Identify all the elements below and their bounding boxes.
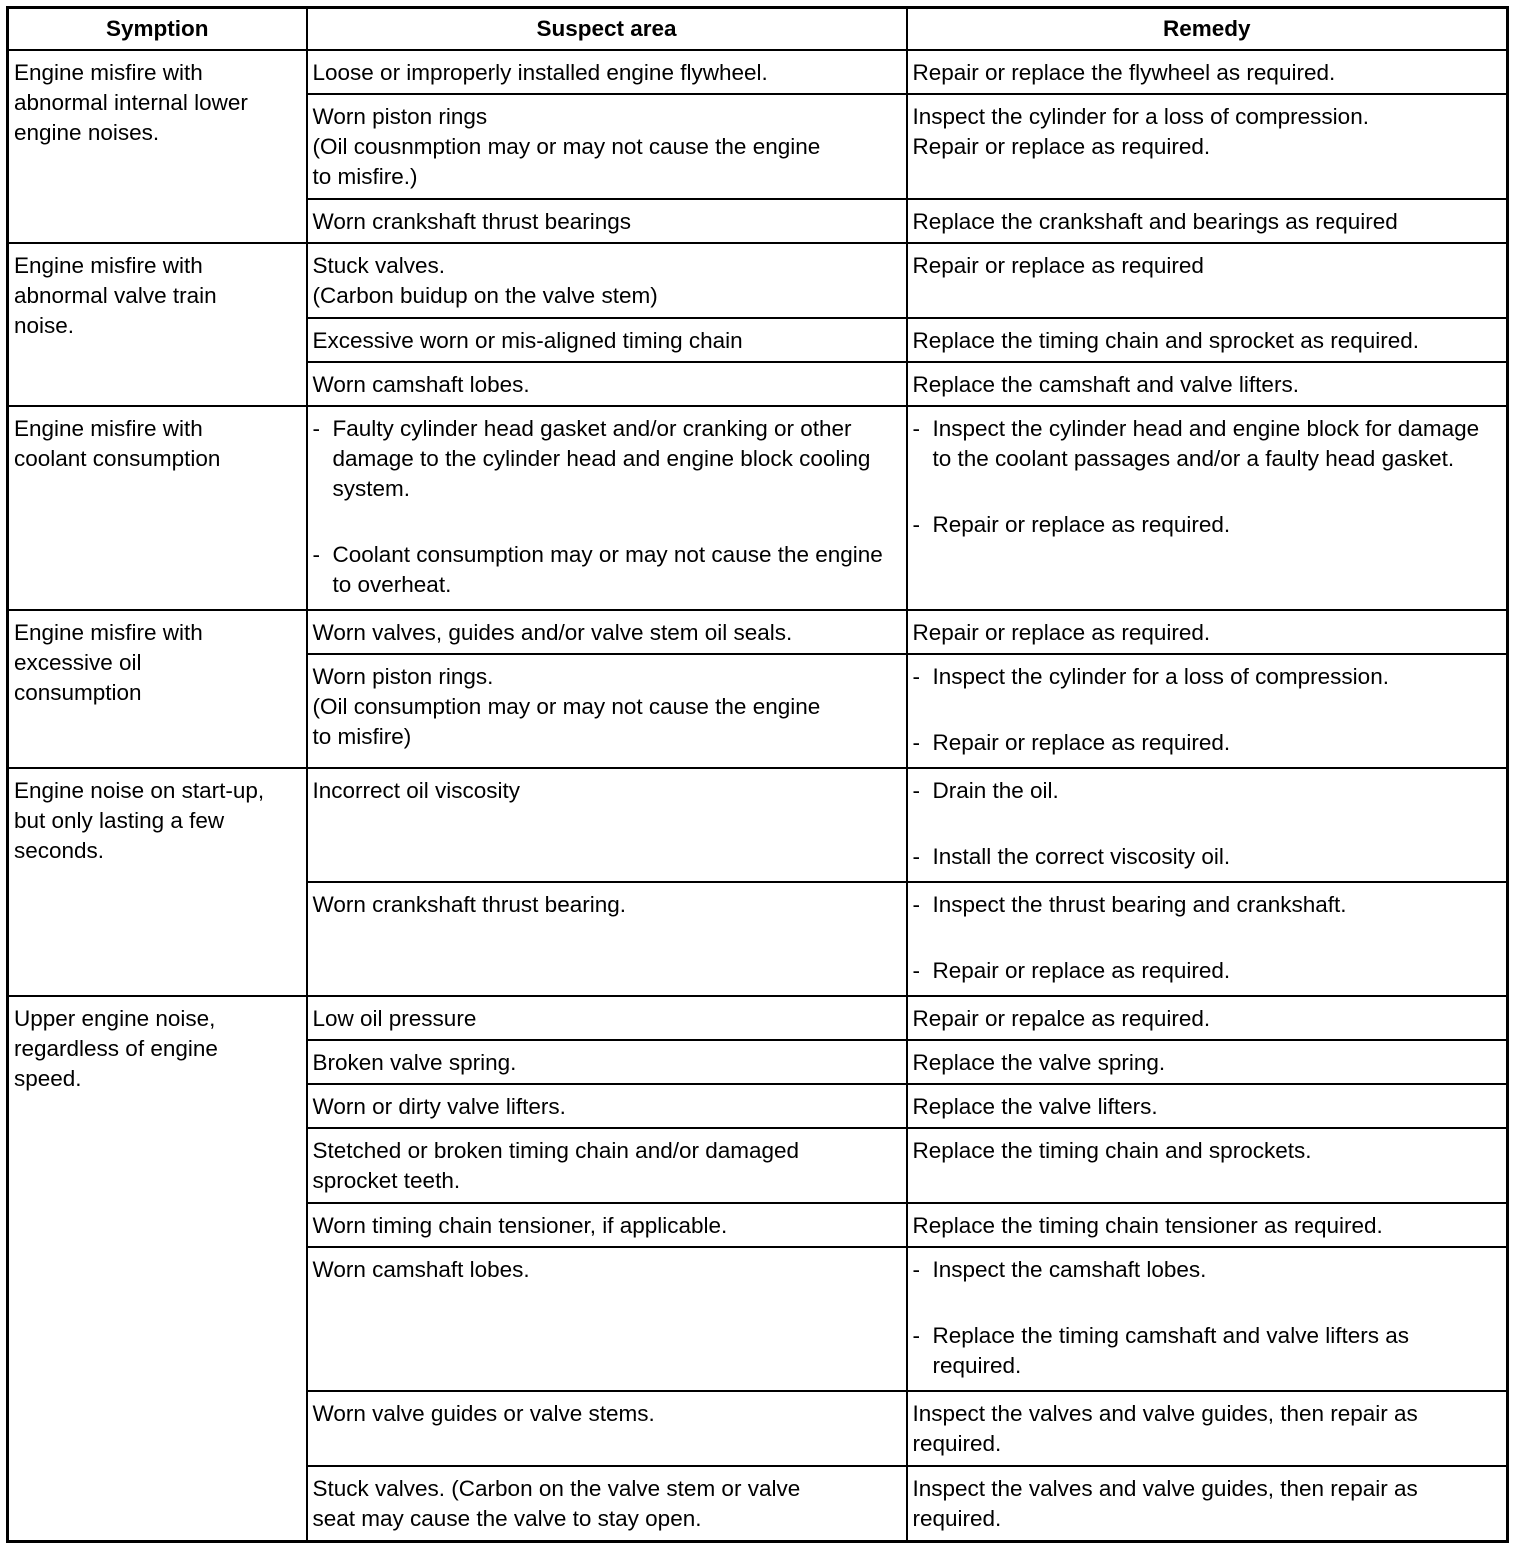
remedy-bullet-text: Repair or replace as required. <box>932 958 1231 983</box>
symptom-cell: Engine noise on start-up, but only lasting a few seconds. <box>8 768 307 996</box>
remedy-cell <box>907 1247 1508 1391</box>
bullet-dash: - <box>912 892 920 917</box>
table-row <box>8 610 1508 654</box>
remedy-bullet-item <box>913 728 1503 758</box>
suspect-area-cell: Worn camshaft lobes. <box>307 362 907 406</box>
suspect-area-cell: Worn valve guides or valve stems. <box>307 1391 907 1466</box>
remedy-bullet-text: Inspect the camshaft lobes. <box>932 1257 1207 1282</box>
suspect-area-cell <box>307 406 907 610</box>
remedy-bullet-item <box>913 890 1503 920</box>
bullet-dash: - <box>912 664 920 689</box>
suspect-area-cell: Broken valve spring. <box>307 1040 907 1084</box>
remedy-bullet-text: Drain the oil. <box>932 778 1059 803</box>
remedy-cell <box>907 406 1508 610</box>
remedy-bullet-item <box>913 414 1503 474</box>
bullet-dash: - <box>912 778 920 803</box>
suspect-area-cell: Loose or improperly installed engine flywheel. <box>307 50 907 94</box>
bullet-dash: - <box>912 1257 920 1282</box>
remedy-cell: Repair or repalce as required. <box>907 996 1508 1040</box>
remedy-bullet-text: Repair or replace as required. <box>932 730 1231 755</box>
remedy-bullet-item <box>913 842 1503 872</box>
suspect-area-cell: Worn camshaft lobes. <box>307 1247 907 1391</box>
remedy-bullet-item <box>913 662 1503 692</box>
remedy-cell: Replace the camshaft and valve lifters. <box>907 362 1508 406</box>
header-symptom: Symption <box>8 8 307 51</box>
remedy-cell: Replace the valve lifters. <box>907 1084 1508 1128</box>
remedy-cell: Repair or replace as required <box>907 243 1508 318</box>
table-row <box>8 996 1508 1040</box>
remedy-bullet-item <box>913 776 1503 806</box>
remedy-bullet-text: Replace the timing camshaft and valve lifters as required. <box>932 1323 1409 1378</box>
remedy-cell <box>907 882 1508 996</box>
suspect-area-cell: Worn or dirty valve lifters. <box>307 1084 907 1128</box>
bullet-dash: - <box>912 416 920 441</box>
bullet-dash: - <box>312 542 320 567</box>
bullet-dash: - <box>912 512 920 537</box>
suspect-area-cell: Worn piston rings. (Oil consumption may or may not cause the engine to misfire) <box>307 654 907 768</box>
remedy-cell: Replace the valve spring. <box>907 1040 1508 1084</box>
remedy-bullet-item <box>913 1255 1503 1285</box>
suspect-bullet-item <box>313 414 902 504</box>
suspect-bullet-text: Coolant consumption may or may not cause the engine to overheat. <box>332 542 883 597</box>
remedy-cell: Inspect the valves and valve guides, then repair as required. <box>907 1466 1508 1542</box>
remedy-cell: Replace the timing chain tensioner as required. <box>907 1203 1508 1247</box>
suspect-area-cell: Stetched or broken timing chain and/or damaged sprocket teeth. <box>307 1128 907 1203</box>
suspect-area-cell: Worn valves, guides and/or valve stem oil seals. <box>307 610 907 654</box>
table-row <box>8 406 1508 610</box>
remedy-cell <box>907 654 1508 768</box>
remedy-bullet-text: Inspect the cylinder head and engine block for damage to the coolant passages and/or a faulty head gasket. <box>932 416 1480 471</box>
suspect-area-cell: Incorrect oil viscosity <box>307 768 907 882</box>
remedy-bullet-item <box>913 510 1503 540</box>
remedy-cell: Replace the timing chain and sprocket as required. <box>907 318 1508 362</box>
remedy-cell: Replace the timing chain and sprockets. <box>907 1128 1508 1203</box>
symptom-cell: Engine misfire with abnormal valve train noise. <box>8 243 307 406</box>
remedy-bullet-item <box>913 956 1503 986</box>
suspect-area-cell: Worn crankshaft thrust bearings <box>307 199 907 243</box>
suspect-bullet-item <box>313 540 902 600</box>
remedy-cell: Inspect the cylinder for a loss of compression. Repair or replace as required. <box>907 94 1508 199</box>
remedy-bullet-text: Inspect the cylinder for a loss of compression. <box>932 664 1389 689</box>
diagnosis-table <box>6 6 1509 1543</box>
bullet-dash: - <box>912 730 920 755</box>
remedy-cell: Repair or replace the flywheel as required. <box>907 50 1508 94</box>
symptom-cell: Engine misfire with abnormal internal lower engine noises. <box>8 50 307 243</box>
symptom-cell: Engine misfire with coolant consumption <box>8 406 307 610</box>
symptom-cell: Engine misfire with excessive oil consumption <box>8 610 307 768</box>
suspect-area-cell: Worn piston rings (Oil cousnmption may or may not cause the engine to misfire.) <box>307 94 907 199</box>
header-suspect-area: Suspect area <box>307 8 907 51</box>
bullet-dash: - <box>912 844 920 869</box>
bullet-dash: - <box>912 958 920 983</box>
header-row <box>8 8 1508 51</box>
symptom-cell: Upper engine noise, regardless of engine speed. <box>8 996 307 1542</box>
bullet-dash: - <box>312 416 320 441</box>
remedy-cell <box>907 768 1508 882</box>
remedy-bullet-item <box>913 1321 1503 1381</box>
remedy-cell: Replace the crankshaft and bearings as required <box>907 199 1508 243</box>
suspect-area-cell: Excessive worn or mis-aligned timing chain <box>307 318 907 362</box>
table-row <box>8 243 1508 318</box>
table-row <box>8 50 1508 94</box>
suspect-area-cell: Stuck valves. (Carbon buidup on the valve stem) <box>307 243 907 318</box>
table-row <box>8 768 1508 882</box>
remedy-cell: Inspect the valves and valve guides, then repair as required. <box>907 1391 1508 1466</box>
suspect-area-cell: Low oil pressure <box>307 996 907 1040</box>
table-body <box>8 50 1508 1542</box>
header-remedy: Remedy <box>907 8 1508 51</box>
remedy-bullet-text: Install the correct viscosity oil. <box>932 844 1231 869</box>
suspect-area-cell: Worn crankshaft thrust bearing. <box>307 882 907 996</box>
remedy-cell: Repair or replace as required. <box>907 610 1508 654</box>
bullet-dash: - <box>912 1323 920 1348</box>
suspect-area-cell: Stuck valves. (Carbon on the valve stem or valve seat may cause the valve to stay open. <box>307 1466 907 1542</box>
suspect-bullet-text: Faulty cylinder head gasket and/or cranking or other damage to the cylinder head and engine block cooling system. <box>332 416 871 501</box>
remedy-bullet-text: Repair or replace as required. <box>932 512 1231 537</box>
suspect-area-cell: Worn timing chain tensioner, if applicable. <box>307 1203 907 1247</box>
remedy-bullet-text: Inspect the thrust bearing and crankshaft. <box>932 892 1347 917</box>
